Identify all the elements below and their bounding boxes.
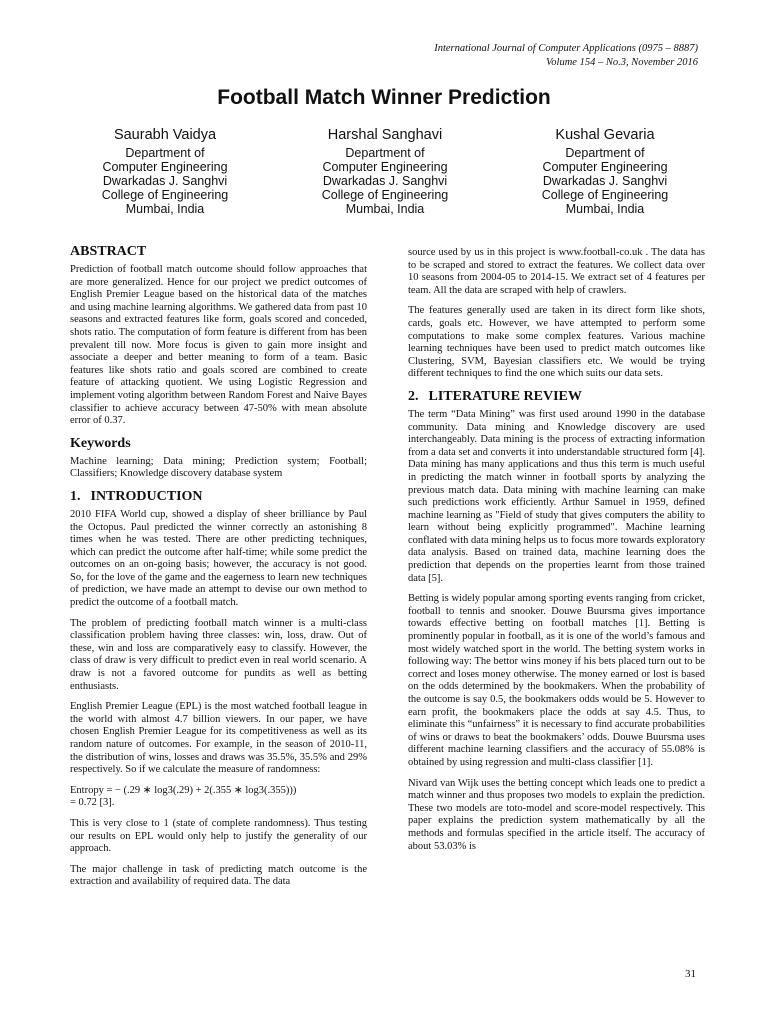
- author-affiliation-line: Mumbai, India: [125, 202, 205, 216]
- intro-paragraph-1: 2010 FIFA World cup, showed a display of sheer brilliance by Paul the Octopus. Paul predicted the winner correctly an astonishing 8 times when he was tested. There are other predicting techniques, which can predict the outcome after half-time; while some predict the outcomes on an on-going basis; however, the accuracy is not good. So, for the love of the game and the eagerness to learn new techniques of prediction, we have made an attempt to devise our own method to predict the outcome of a football match.: [70, 508, 367, 609]
- author-affiliation-line: Dwarkadas J. Sanghvi: [542, 174, 668, 188]
- literature-paragraph-2: Betting is widely popular among sporting events ranging from cricket, football to tennis and snooker. Douwe Buursma gives importance towards effective betting on football matches [1]. Betting is prominently popular in football, as it is one of the world’s famous and most widely watched sport in the world. The betting system works in following way: The bettor wins money if his bets placed turn out to be correct and loses money otherwise. The money earned or lost is based on the odds determined by the bookmakers. When the probability of the outcome is say 0.5, the bookmakers odds would be 5. However to earn profit, the bookmakers place the odds at say 4.5. Thus, to eliminate this “unfairness” it is necessary to find accurate probabilities of wins or draws to beat the bookmakers’ odds. Douwe Buursma uses different machine learning classifiers and the accuracy of 55.08% is obtained by using regression and multi-class classifier [1].: [408, 593, 705, 768]
- literature-review-heading: [408, 389, 705, 405]
- literature-paragraph-1: The term “Data Mining” was first used around 1990 in the database community. Data mining and Knowledge discovery are used interchangeably. Data mining is the process of extracting information from a data set and converts it into understandable structured form [4]. Data mining has many applications and thus this term is much useful in predicting the match winner in football sports by analyzing the previous match data. Data mining with machine learning can make such predictions work efficiently. Arthur Samuel in 1959, defined machine learning as "Field of study that gives computers the ability to learn without being explicitly programmed". Machine learning conflated with data mining helps us to focus more towards exploratory data analysis. Based on trained data, machine learning does the prediction that depends on the properties learnt from those trained data [5].: [408, 408, 705, 584]
- author-name: Harshal Sanghavi: [327, 127, 443, 143]
- author-name: Saurabh Vaidya: [113, 127, 217, 143]
- intro-paragraph-2: The problem of predicting football match winner is a multi-class classification problem having three classes: win, loss, draw. Out of these, win and loss are comparatively easy to classify. However, the class of draw is very difficult to predict even in real world scenario. A draw is not a favored outcome for pundits as well as betting enthusiasts.: [70, 617, 367, 692]
- author-block: [70, 128, 700, 216]
- page-number: 31: [685, 968, 696, 980]
- author-affiliation-line: Computer Engineering: [102, 160, 228, 174]
- author-affiliation-line: Department of: [345, 146, 425, 160]
- keywords-heading: Keywords: [70, 435, 131, 451]
- author-3: [510, 128, 700, 216]
- author-affiliation-line: College of Engineering: [541, 188, 669, 202]
- abstract-text: Prediction of football match outcome should follow approaches that are more generalized. Hence for our project we predict outcomes of English Premier League based on the historical data of the matches and using machine learning algorithms. We gathered data from past 10 seasons and extracted features like form, goals scored and conceded, shots ratio. The computation of form feature is different from has been prevalent till now. More focus is given to gain more insight and associate a deeper and better meaning to form of a team. Basic features like shots ratio and goals scored are combined to create feature of attacking quotient. We using Logistic Regression and implement voting algorithm between Random Forest and Naive Bayes classifier to achieve accuracy between 47-50% with mean absolute error of 0.37.: [70, 264, 367, 427]
- paper-title: Football Match Winner Prediction: [217, 86, 551, 109]
- author-affiliation-line: Computer Engineering: [542, 160, 668, 174]
- author-affiliation-line: Department of: [565, 146, 645, 160]
- author-affiliation-line: Department of: [125, 146, 205, 160]
- author-affiliation-line: Dwarkadas J. Sanghvi: [102, 174, 228, 188]
- abstract-heading: ABSTRACT: [70, 244, 147, 259]
- keywords-text: Machine learning; Data mining; Prediction system; Football; Classifiers; Knowledge discovery database system: [70, 455, 367, 480]
- author-1: [70, 128, 260, 216]
- section-title: INTRODUCTION: [90, 488, 203, 504]
- intro-paragraph-5: The major challenge in task of predicting match outcome is the extraction and availability of required data. The data: [70, 863, 367, 888]
- right-column: [408, 247, 705, 861]
- journal-volume: Volume 154 – No.3, November 2016: [546, 57, 698, 68]
- section-title: LITERATURE REVIEW: [428, 388, 582, 404]
- journal-name: International Journal of Computer Applications (0975 – 8887): [434, 43, 698, 54]
- journal-header: [434, 42, 698, 70]
- right-paragraph-2: The features generally used are taken in its direct form like shots, cards, goals etc. However, we have attempted to perform some computations to make some complex features. Various machine learning techniques have been used to predict match outcomes like Clustering, SVM, Bayesian classifiers etc. We would be trying different techniques to find the one which suits our data sets.: [408, 305, 705, 380]
- author-2: [290, 128, 480, 216]
- entropy-equation: Entropy = − (.29 ∗ log3(.29) + 2(.355 ∗ log3(.355))): [70, 784, 297, 796]
- section-number: 2.: [408, 388, 419, 404]
- entropy-result: = 0.72 [3].: [70, 797, 115, 809]
- section-number: 1.: [70, 488, 81, 504]
- intro-paragraph-3: English Premier League (EPL) is the most watched football league in the world with almost 4.7 billion viewers. In our paper, we have chosen English Premier League for its competitiveness as well as its random nature of outcomes. For example, in the season of 2010-11, the distribution of wins, losses and draws was 35.5%, 35.5% and 29% respectively. So if we calculate the measure of randomness:: [70, 701, 367, 776]
- author-affiliation-line: Mumbai, India: [565, 202, 645, 216]
- intro-paragraph-4: This is very close to 1 (state of complete randomness). Thus testing our results on EPL would only help to justify the generality of our approach.: [70, 817, 367, 855]
- author-affiliation-line: College of Engineering: [101, 188, 229, 202]
- author-affiliation-line: College of Engineering: [321, 188, 449, 202]
- left-column: [70, 244, 367, 897]
- introduction-heading: [70, 489, 367, 505]
- literature-paragraph-3: Nivard van Wijk uses the betting concept which leads one to predict a match winner and thus proposes two models to explain the prediction. These two models are toto-model and score-model respectively. This paper explains the prediction system mathematically by all the methods and formulas specified in the article itself. The accuracy of about 53.03% is: [408, 777, 705, 852]
- right-paragraph-1: source used by us in this project is www.football-co.uk . The data has to be scraped and stored to extract the features. We collect data over 10 seasons from 2004-05 to 2014-15. We extract set of 4 features per team. All the data are scraped with help of crawlers.: [408, 247, 705, 296]
- author-affiliation-line: Computer Engineering: [322, 160, 448, 174]
- author-name: Kushal Gevaria: [555, 127, 655, 143]
- author-affiliation-line: Mumbai, India: [345, 202, 425, 216]
- author-affiliation-line: Dwarkadas J. Sanghvi: [322, 174, 448, 188]
